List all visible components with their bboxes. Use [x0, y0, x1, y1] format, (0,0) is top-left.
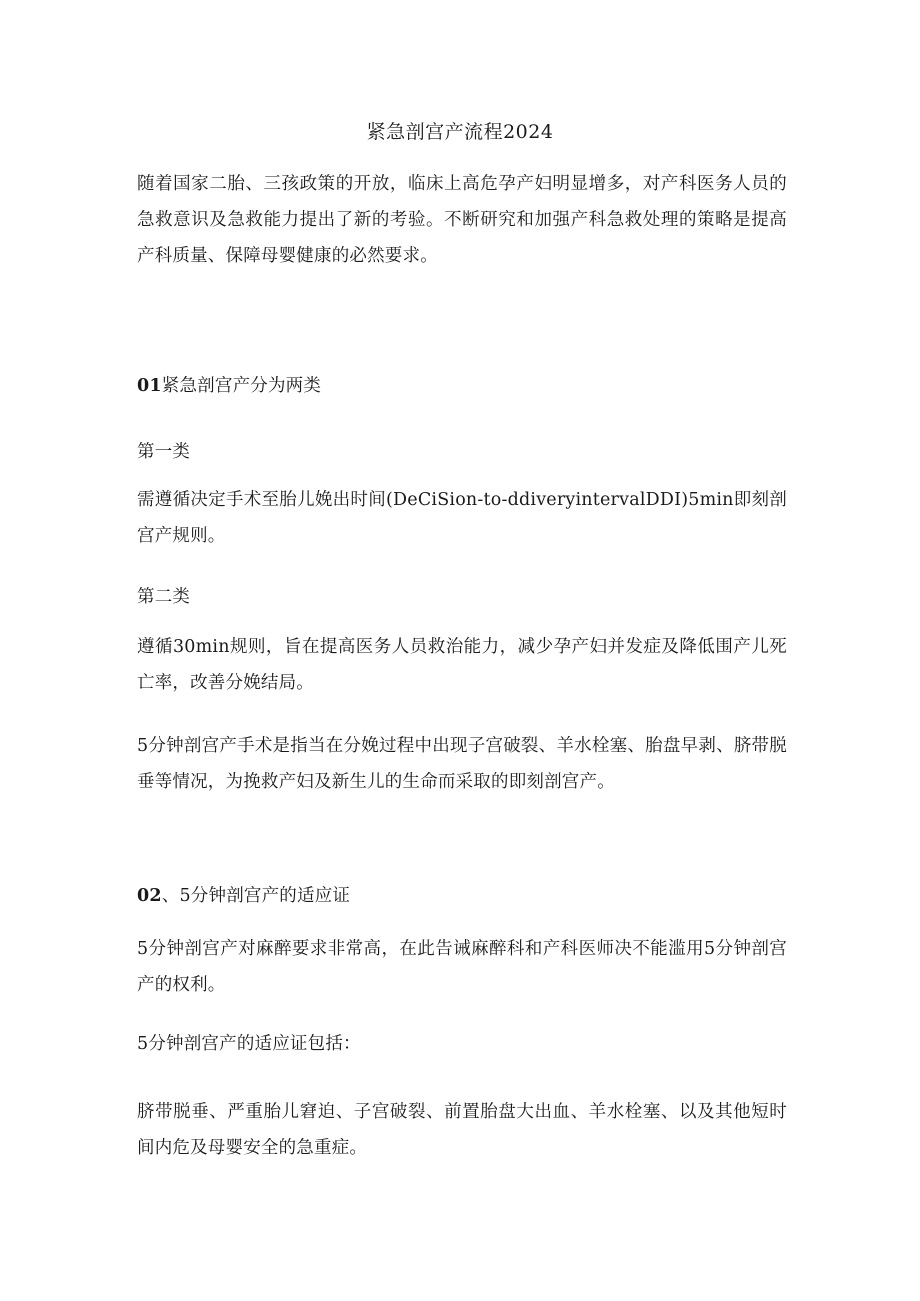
section1-heading — [137, 368, 787, 404]
section1-heading-text: 紧急剖宫产分为两类 — [161, 376, 322, 396]
section2-number: 02 — [137, 886, 162, 906]
intro-paragraph: 随着国家二胎、三孩政策的开放，临床上高危孕产妇明显增多，对产科医务人员的急救意识及急救能力提出了新的考验。不断研究和加强产科急救处理的策略是提高产科质量、保障母婴健康的必然要求。 — [137, 174, 787, 266]
section1-number: 01 — [137, 376, 162, 396]
definition-paragraph: 5分钟剖宫产手术是指当在分娩过程中出现子宫破裂、羊水栓塞、胎盘早剥、脐带脱垂等情况，为挽救产妇及新生儿的生命而采取的即刻剖宫产。 — [137, 736, 787, 792]
class1-label: 第一类 — [137, 442, 191, 462]
indications-label: 5分钟剖宫产的适应证包括： — [137, 1034, 361, 1054]
class2-text: 遵循30min规则，旨在提高医务人员救治能力，减少孕产妇并发症及降低围产儿死亡率，改善分娩结局。 — [137, 637, 787, 693]
document-title: 紧急剖宫产流程2024 — [366, 121, 554, 143]
class2-label: 第二类 — [137, 587, 191, 607]
section2-heading — [137, 878, 787, 914]
class1-text: 需遵循决定手术至胎儿娩出时间(DeCiSion-to-ddiveryintervalDDI)5min即刻剖宫产规则。 — [137, 490, 787, 546]
section2-heading-text: 、5分钟剖宫产的适应证 — [161, 886, 351, 906]
indications-paragraph: 脐带脱垂、严重胎儿窘迫、子宫破裂、前置胎盘大出血、羊水栓塞、以及其他短时间内危及母婴安全的急重症。 — [137, 1102, 787, 1158]
warning-paragraph: 5分钟剖宫产对麻醉要求非常高，在此告诫麻醉科和产科医师决不能滥用5分钟剖宫产的权利。 — [137, 939, 787, 995]
